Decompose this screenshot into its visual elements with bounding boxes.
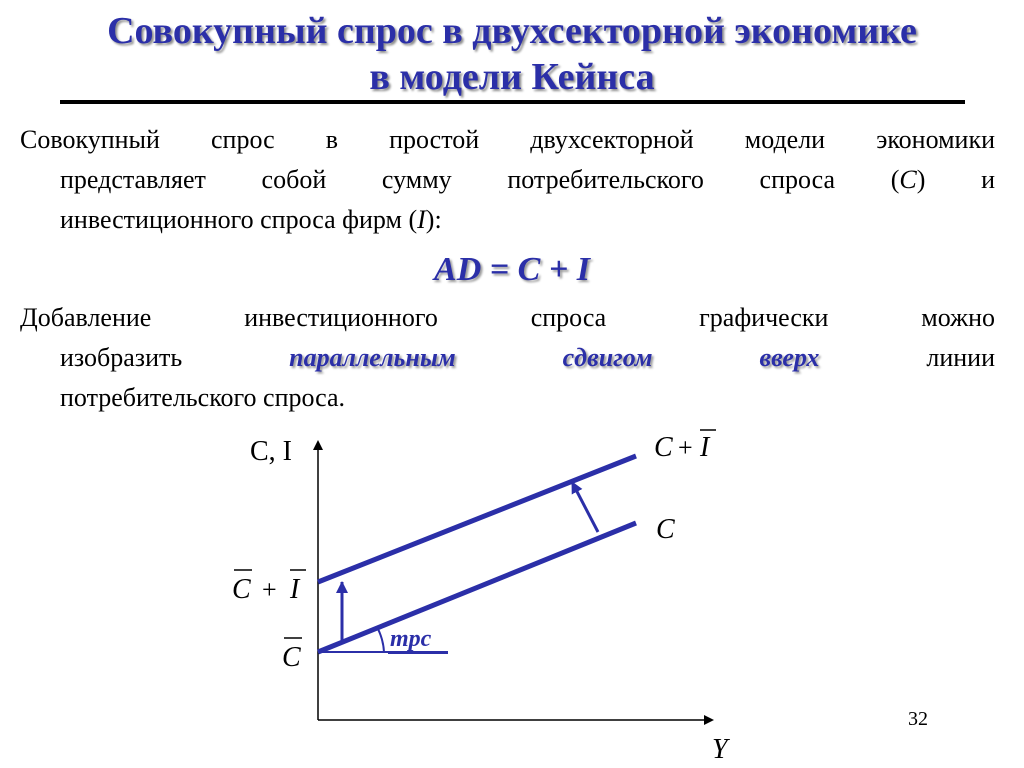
keynes-cross-diagram bbox=[0, 420, 1024, 768]
text-segment: ): bbox=[425, 205, 442, 234]
slope-angle-arc bbox=[378, 629, 384, 652]
paragraph-intro-line-3 bbox=[20, 200, 995, 240]
x-axis-label: Y bbox=[712, 734, 728, 765]
consumption-line bbox=[318, 523, 636, 652]
shift-arrow-diagonal bbox=[572, 482, 598, 532]
text-segment: ) и bbox=[916, 165, 995, 194]
paragraph-intro bbox=[20, 120, 995, 240]
text-segment: изобразить bbox=[60, 343, 183, 372]
aggregate-demand-line bbox=[318, 456, 636, 582]
paragraph-intro-line-2 bbox=[20, 160, 995, 200]
slide-title-line-1: Совокупный спрос в двухсекторной экономике bbox=[107, 10, 917, 52]
intercept-lower-c: C bbox=[282, 642, 301, 673]
paragraph-shift-line-3: потребительского спроса. bbox=[60, 383, 346, 412]
paragraph-shift-line-1: Добавление инвестиционного спроса графически можно bbox=[20, 303, 995, 332]
formula-ad: AD = C + I bbox=[434, 251, 590, 288]
title-divider bbox=[60, 100, 965, 104]
text-segment: представляет собой сумму потребительского спроса ( bbox=[60, 165, 900, 194]
intercept-upper-c: C bbox=[232, 574, 251, 605]
intercept-upper-plus: + bbox=[262, 575, 277, 604]
text-segment: инвестиционного спроса фирм ( bbox=[60, 205, 418, 234]
upper-line-label-i: I bbox=[700, 432, 710, 463]
symbol-i: I bbox=[417, 205, 426, 234]
slide-page-number: 32 bbox=[908, 708, 928, 730]
text-segment: линии bbox=[926, 343, 996, 372]
emphasis-parallel-shift: параллельным сдвигом вверх bbox=[289, 343, 820, 372]
upper-line-label-c: C bbox=[654, 432, 673, 463]
upper-line-label-plus: + bbox=[678, 433, 693, 462]
intercept-upper-i: I bbox=[290, 574, 300, 605]
paragraph-shift-line-2 bbox=[20, 338, 995, 378]
slide-title bbox=[0, 8, 1024, 100]
slope-label: mpc bbox=[390, 626, 432, 652]
symbol-c: C bbox=[899, 165, 917, 194]
paragraph-shift bbox=[20, 298, 995, 418]
lower-line-label: C bbox=[656, 514, 675, 545]
y-axis-label: C, I bbox=[250, 436, 292, 467]
paragraph-intro-line-1: Совокупный спрос в простой двухсекторной модели экономики bbox=[20, 125, 995, 154]
slide-title-line-2: в модели Кейнса bbox=[369, 56, 655, 98]
